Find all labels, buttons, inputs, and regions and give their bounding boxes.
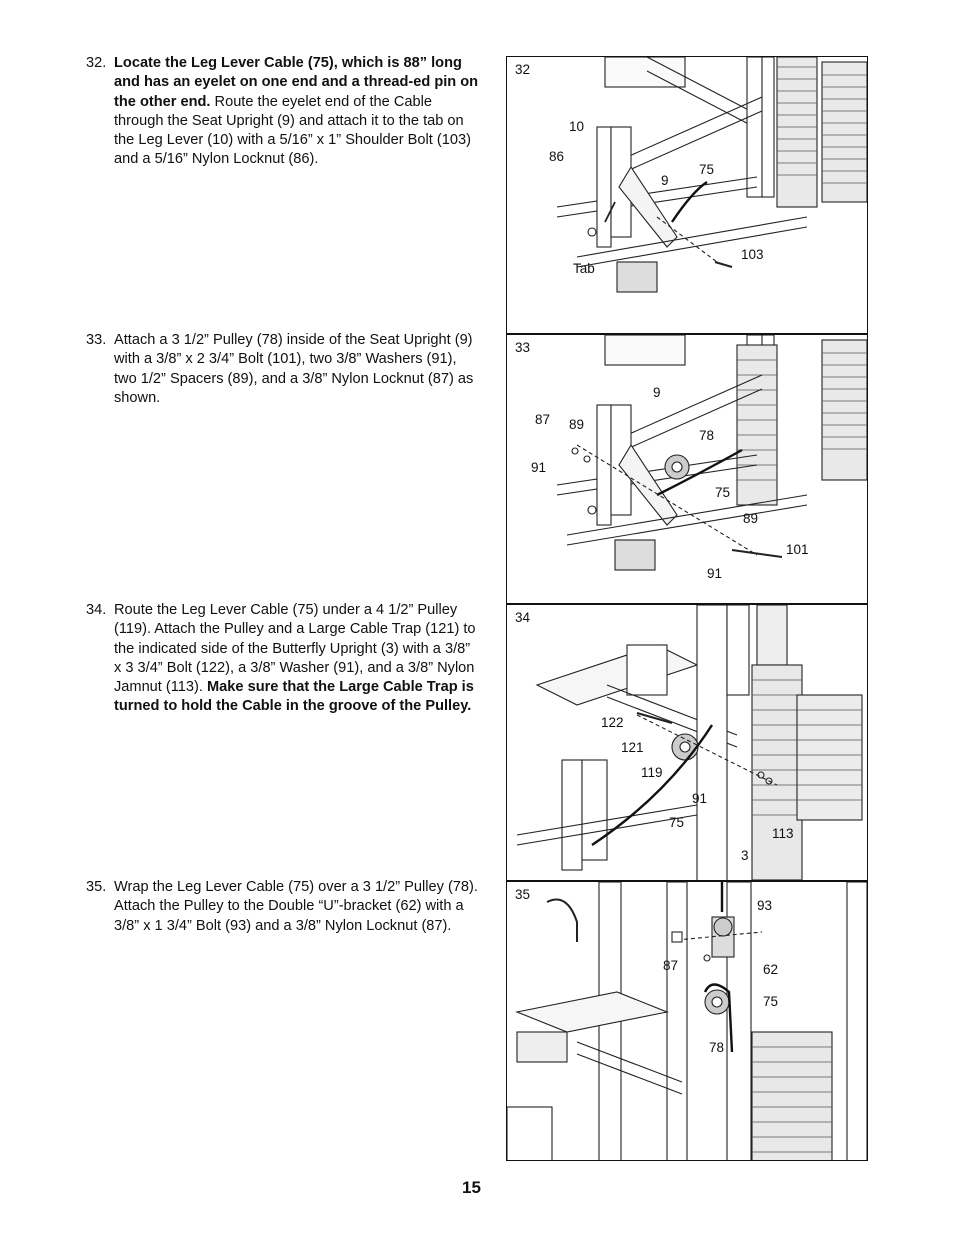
pulley-installation-illustration — [507, 335, 868, 604]
callout-label: 119 — [641, 765, 663, 780]
callout-label: 87 — [663, 958, 679, 973]
step-33 — [86, 331, 481, 408]
callout-label: 10 — [569, 119, 585, 134]
step-number: 35. — [86, 879, 107, 895]
diagram-panel-32 — [506, 56, 868, 334]
panel-number: 34 — [515, 610, 531, 625]
panel-number: 32 — [515, 62, 531, 77]
step-text: Route the Leg Lever Cable (75) under a 4 1/2” Pulley (119). Attach the Pulley and a Large Cable Trap (121) to the indicated side of the Butterfly Upright (3) with a 3/8” x 3 3/4” Bolt (122), a 3/8” Washer (91), and a 3/8” Nylon Jamnut (113). — [114, 602, 476, 696]
butterfly-pulley-illustration — [507, 605, 868, 881]
step-text: Wrap the Leg Lever Cable (75) over a 3 1/2” Pulley (78). Attach the Pulley to the Double “U”-bracket (62) with a 3/8” x 1 3/4” Bolt (93) and a 3/8” Nylon Locknut (87). — [114, 879, 478, 934]
callout-label: 75 — [763, 994, 779, 1009]
step-text: Attach a 3 1/2” Pulley (78) inside of the Seat Upright (9) with a 3/8” x 2 3/4” Bolt (101), two 3/8” Washers (91), two 1/2” Spacers (89), and a 3/8” Nylon Locknut (87) as shown. — [114, 332, 474, 406]
callout-label: 121 — [621, 740, 644, 755]
step-32 — [86, 54, 481, 170]
callout-label: 87 — [535, 412, 551, 427]
callout-label: 91 — [531, 460, 547, 475]
callout-label: 3 — [741, 848, 749, 863]
callout-label: 103 — [741, 247, 764, 262]
callout-label: 75 — [715, 485, 731, 500]
callout-label: 91 — [707, 566, 723, 581]
callout-label: 75 — [699, 162, 715, 177]
callout-label: 113 — [772, 826, 794, 841]
panel-number: 33 — [515, 340, 531, 355]
callout-label: 122 — [601, 715, 624, 730]
page-number: 15 — [462, 1178, 481, 1197]
callout-label: 9 — [653, 385, 661, 400]
callout-label: 89 — [743, 511, 759, 526]
diagram-panel-33 — [506, 334, 868, 604]
double-u-bracket-pulley-illustration — [507, 882, 868, 1161]
diagram-panel-34 — [506, 604, 868, 881]
diagram-panel-35 — [506, 881, 868, 1161]
callout-label: 101 — [786, 542, 809, 557]
step-bold-tail: Make sure that the Large Cable Trap is turned to hold the Cable in the groove of the Pulley. — [114, 679, 474, 715]
step-bold-lead: Locate the Leg Lever Cable (75), which is 88” long and has an eyelet on one end and a thread-ed pin on the other end. — [114, 55, 479, 110]
step-number: 33. — [86, 332, 107, 348]
step-text: Route the eyelet end of the Cable through the Seat Upright (9) and attach it to the tab on the Leg Lever (10) with a 5/16” x 1” Shoulder Bolt (103) and a 5/16” Nylon Locknut (86). — [114, 93, 471, 168]
callout-label: 9 — [661, 173, 669, 188]
step-35 — [86, 878, 481, 936]
callout-label: 93 — [757, 898, 773, 913]
callout-label: 89 — [569, 417, 585, 432]
callout-label: Tab — [573, 261, 595, 276]
callout-label: 62 — [763, 962, 779, 977]
callout-label: 91 — [692, 791, 708, 806]
panel-number: 35 — [515, 887, 531, 902]
step-number: 34. — [86, 602, 107, 618]
step-34 — [86, 601, 481, 717]
step-number: 32. — [86, 55, 107, 71]
callout-label: 78 — [709, 1040, 725, 1055]
callout-label: 78 — [699, 428, 715, 443]
callout-label: 86 — [549, 149, 565, 164]
callout-label: 75 — [669, 815, 685, 830]
leg-lever-assembly-illustration — [507, 57, 868, 334]
